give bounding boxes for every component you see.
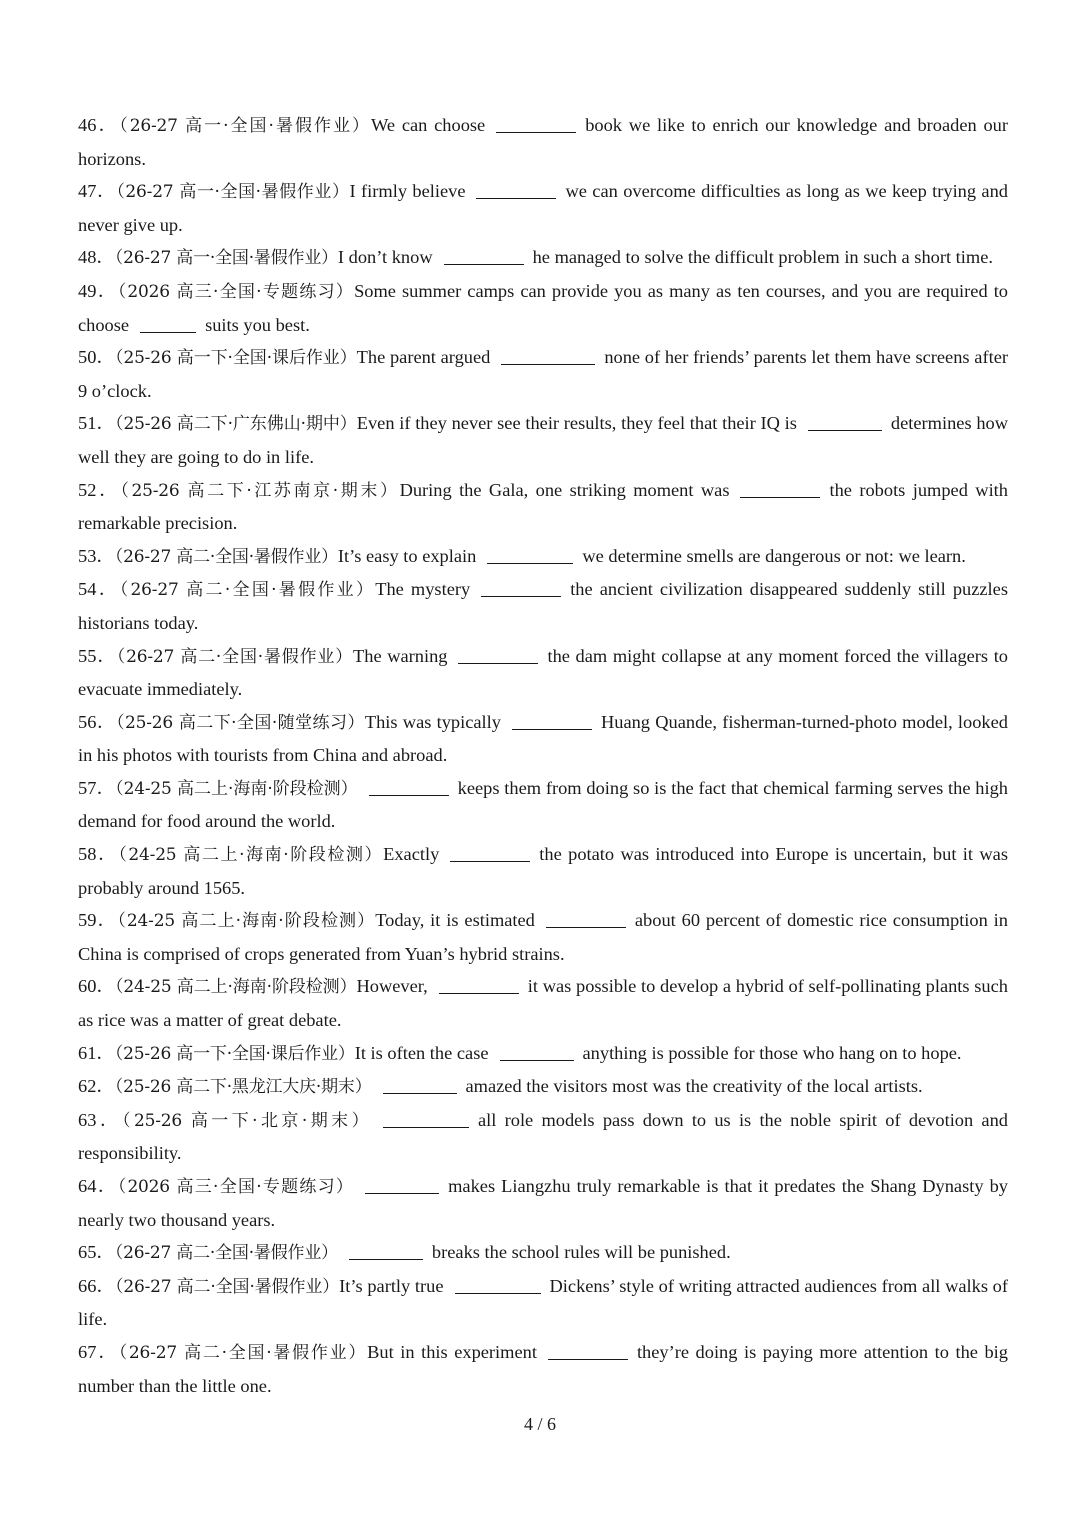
answer-blank[interactable]	[487, 543, 573, 564]
answer-blank[interactable]	[383, 1107, 469, 1128]
question-text-before-blank: Today, it is estimated	[375, 910, 535, 931]
question-item	[78, 1037, 1008, 1071]
question-item	[78, 1170, 1008, 1236]
question-source: （24-25 高二上·海南·阶段检测）	[115, 778, 358, 799]
question-text-after-blank: they’re doing is paying more attention to the big number than the little one.	[78, 1341, 1008, 1396]
question-number: 64．	[78, 1176, 118, 1196]
question-text-after-blank: amazed the visitors most was the creativity of the local artists.	[465, 1076, 923, 1097]
question-number: 60．	[78, 976, 116, 997]
answer-blank[interactable]	[808, 410, 882, 431]
question-item	[78, 772, 1008, 838]
answer-blank[interactable]	[500, 1040, 574, 1061]
answer-blank[interactable]	[365, 1173, 439, 1194]
question-text-after-blank: keeps them from doing so is the fact that chemical farming serves the high demand for food around the world.	[78, 777, 1008, 832]
answer-blank[interactable]	[349, 1239, 423, 1260]
question-text-before-blank: I firmly believe	[349, 181, 466, 202]
question-source: （25-26 高二下·广东佛山·期中）	[115, 414, 357, 435]
question-source: （26-27 高二·全国·暑假作业）	[116, 646, 354, 667]
question-text-after-blank: the dam might collapse at any moment forced the villagers to evacuate immediately.	[78, 645, 1008, 700]
question-item	[78, 175, 1008, 241]
question-source: （26-27 高一·全国·暑假作业）	[114, 248, 338, 269]
question-source: （24-25 高二上·海南·阶段检测）	[118, 845, 384, 866]
question-item	[78, 540, 1008, 574]
answer-blank[interactable]	[546, 907, 626, 928]
question-text-after-blank: determines how well they are going to do in life.	[78, 413, 1009, 467]
question-source: （26-27 高一·全国·暑假作业）	[116, 182, 350, 203]
question-item	[78, 640, 1008, 706]
answer-blank[interactable]	[140, 312, 196, 333]
question-item	[78, 474, 1008, 540]
question-text-after-blank: about 60 percent of domestic rice consumption in China is comprised of crops generated from Yuan’s hybrid strains.	[78, 910, 1008, 964]
question-item	[78, 1236, 1008, 1270]
question-item	[78, 1104, 1008, 1170]
answer-blank[interactable]	[512, 709, 592, 730]
question-text-after-blank: Dickens’ style of writing attracted audiences from all walks of life.	[78, 1275, 1008, 1330]
question-text-before-blank: Even if they never see their results, they feel that their IQ is	[356, 413, 797, 434]
question-text-before-blank: But in this experiment	[367, 1341, 537, 1362]
question-text-after-blank: suits you best.	[205, 314, 310, 335]
answer-blank[interactable]	[481, 576, 561, 597]
question-text-after-blank: the robots jumped with remarkable precision.	[78, 479, 1008, 534]
answer-blank[interactable]	[458, 643, 538, 664]
answer-blank[interactable]	[450, 841, 530, 862]
answer-blank[interactable]	[439, 973, 519, 994]
question-number: 56．	[78, 711, 117, 732]
question-source: （2026 高三·全国·专题练习）	[117, 281, 355, 302]
question-item	[78, 275, 1008, 341]
question-text-after-blank: the potato was introduced into Europe is uncertain, but it was probably around 1565.	[78, 844, 1008, 898]
question-number: 59．	[78, 910, 118, 931]
question-item	[78, 573, 1008, 639]
question-number: 52．	[78, 479, 121, 500]
question-number: 58．	[78, 844, 119, 865]
question-source: （26-27 高二·全国·暑假作业）	[118, 1342, 368, 1363]
question-text-after-blank: breaks the school rules will be punished.	[431, 1242, 731, 1263]
question-item	[78, 1270, 1008, 1336]
question-list	[78, 109, 1008, 1402]
question-source: （26-27 高二·全国·暑假作业）	[119, 580, 376, 601]
answer-blank[interactable]	[444, 244, 524, 265]
question-text-after-blank: we can overcome difficulties as long as we keep trying and never give up.	[78, 181, 1008, 235]
answer-blank[interactable]	[476, 178, 556, 199]
question-number: 66．	[78, 1275, 115, 1296]
question-number: 50．	[78, 347, 116, 368]
answer-blank[interactable]	[548, 1339, 628, 1360]
question-text-before-blank: It is often the case	[354, 1042, 489, 1063]
question-item	[78, 241, 1008, 275]
question-text-after-blank: the ancient civilization disappeared suddenly still puzzles historians today.	[78, 579, 1008, 633]
question-number: 57．	[78, 777, 116, 798]
question-number: 65．	[78, 1242, 115, 1263]
question-source: （24-25 高二上·海南·阶段检测）	[115, 977, 357, 998]
answer-blank[interactable]	[369, 775, 449, 796]
question-source: （26-27 高一·全国·暑假作业）	[119, 116, 371, 136]
answer-blank[interactable]	[740, 477, 820, 498]
question-number: 48．	[78, 247, 115, 268]
question-text-after-blank: he managed to solve the difficult problem in such a short time.	[532, 247, 993, 268]
question-text-before-blank: The mystery	[375, 579, 471, 600]
question-text-before-blank: It’s easy to explain	[337, 545, 477, 566]
question-source: （25-26 高二下·江苏南京·期末）	[120, 480, 400, 501]
question-source: （26-27 高二·全国·暑假作业）	[114, 546, 338, 567]
question-text-after-blank: makes Liangzhu truly remarkable is that it predates the Shang Dynasty by nearly two thousand years.	[78, 1176, 1008, 1230]
question-text-after-blank: it was possible to develop a hybrid of self-pollinating plants such as rice was a matter of great debate.	[78, 976, 1008, 1031]
question-source: （25-26 高二下·黑龙江大庆·期末）	[114, 1077, 372, 1098]
question-item	[78, 706, 1008, 772]
question-item	[78, 109, 1008, 175]
question-number: 55．	[78, 645, 117, 666]
question-number: 63．	[78, 1109, 123, 1130]
question-text-after-blank: Huang Quande, fisherman-turned-photo model, looked in his photos with tourists from China and abroad.	[78, 711, 1008, 766]
question-source: （25-26 高一下·全国·课后作业）	[115, 348, 357, 369]
question-source: （25-26 高二下·全国·随堂练习）	[116, 712, 365, 733]
question-text-before-blank: This was typically	[364, 711, 501, 732]
question-number: 61．	[78, 1042, 115, 1063]
question-number: 46．	[78, 115, 120, 135]
question-number: 54．	[78, 579, 120, 600]
answer-blank[interactable]	[383, 1073, 457, 1094]
question-number: 47．	[78, 181, 117, 202]
question-number: 49．	[78, 280, 118, 301]
question-source: （2026 高三·全国·专题练习）	[117, 1177, 355, 1197]
question-text-before-blank: It’s partly true	[339, 1275, 444, 1296]
question-number: 62．	[78, 1076, 115, 1097]
question-item	[78, 407, 1008, 473]
question-source: （25-26 高一下·北京·期末）	[122, 1110, 373, 1131]
question-item	[78, 341, 1008, 407]
question-text-before-blank: Exactly	[383, 844, 440, 865]
question-text-before-blank: I don’t know	[337, 247, 433, 268]
answer-blank[interactable]	[496, 112, 576, 133]
question-source: （25-26 高一下·全国·课后作业）	[114, 1043, 355, 1064]
question-text-before-blank: Some summer camps can provide you as many as ten courses, and you are required to choose	[78, 280, 1008, 335]
question-source: （24-25 高二上·海南·阶段检测）	[117, 911, 376, 932]
question-source: （26-27 高二·全国·暑假作业）	[114, 1243, 338, 1264]
question-text-before-blank: We can choose	[370, 115, 486, 135]
question-number: 53．	[78, 545, 115, 566]
question-text-after-blank: all role models pass down to us is the noble spirit of devotion and responsibility.	[78, 1109, 1008, 1164]
question-item	[78, 904, 1008, 970]
question-item	[78, 1070, 1008, 1104]
question-item	[78, 970, 1008, 1036]
question-source: （26-27 高二·全国·暑假作业）	[114, 1276, 340, 1297]
question-text-after-blank: anything is possible for those who hang on to hope.	[582, 1042, 962, 1063]
answer-blank[interactable]	[501, 344, 595, 365]
question-text-after-blank: we determine smells are dangerous or not: we learn.	[582, 545, 966, 566]
question-number: 51．	[78, 413, 116, 434]
page-number: 4 / 6	[523, 1414, 556, 1434]
question-text-before-blank: During the Gala, one striking moment was	[399, 479, 730, 500]
question-text-before-blank: However,	[356, 976, 428, 997]
question-text-after-blank: none of her friends’ parents let them have screens after 9 o’clock.	[78, 347, 1008, 401]
question-text-before-blank: The warning	[353, 645, 448, 666]
answer-blank[interactable]	[455, 1273, 541, 1294]
question-item	[78, 838, 1008, 904]
question-text-before-blank: The parent argued	[356, 347, 491, 368]
question-number: 67．	[78, 1341, 119, 1362]
question-text-after-blank: book we like to enrich our knowledge and broaden our horizons.	[78, 115, 1008, 169]
question-item	[78, 1336, 1008, 1402]
